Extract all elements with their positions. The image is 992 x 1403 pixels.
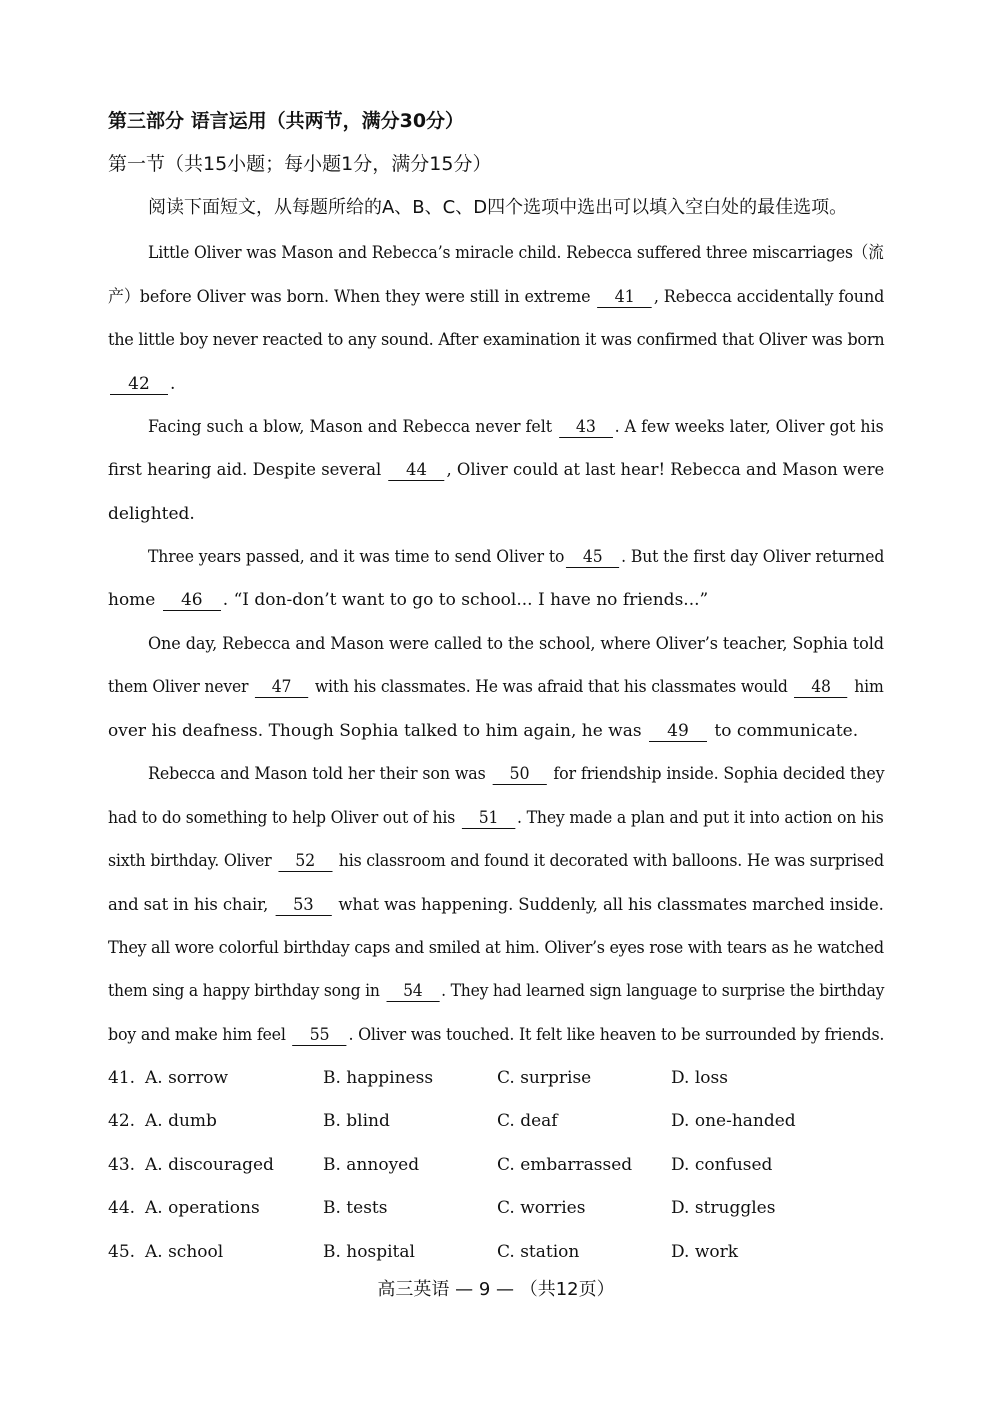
passage-text: and sat in his chair, bbox=[108, 895, 269, 915]
blank-50: 50 bbox=[492, 764, 546, 785]
passage-line bbox=[108, 675, 884, 699]
question-43-options bbox=[108, 1153, 808, 1177]
passage-text: . They made a plan and put it into action on his bbox=[517, 808, 884, 828]
passage-text: Rebecca and Mason told her their son was bbox=[148, 764, 486, 784]
passage-line bbox=[108, 458, 884, 482]
blank-49: 49 bbox=[649, 721, 707, 742]
option-c[interactable]: C. surprise bbox=[497, 1068, 592, 1088]
blank-46: 46 bbox=[163, 590, 221, 611]
question-number: 42. bbox=[108, 1111, 136, 1131]
passage-text: them sing a happy birthday song in bbox=[108, 981, 380, 1001]
passage-text: him bbox=[854, 677, 884, 697]
passage-line bbox=[148, 632, 884, 656]
passage-line bbox=[108, 502, 195, 526]
passage-line bbox=[108, 588, 708, 612]
passage-line bbox=[108, 285, 884, 309]
passage-text: his classroom and found it decorated with balloons. He was surprised bbox=[338, 851, 884, 871]
passage-text: One day, Rebecca and Mason were called to the school, where Oliver’s teacher, Sophia told bbox=[148, 634, 884, 654]
passage-line bbox=[148, 415, 884, 439]
passage-line bbox=[108, 1023, 884, 1047]
passage-line bbox=[108, 719, 858, 743]
option-d[interactable]: D. struggles bbox=[671, 1198, 776, 1218]
passage-line bbox=[108, 372, 175, 396]
question-44-options bbox=[108, 1196, 808, 1220]
option-b[interactable]: B. annoyed bbox=[323, 1155, 420, 1175]
passage-text: . They had learned sign language to surprise the birthday bbox=[441, 981, 885, 1001]
passage-line bbox=[108, 979, 884, 1003]
option-a[interactable]: A. dumb bbox=[145, 1111, 217, 1131]
passage-text: . bbox=[170, 374, 176, 394]
passage-text: Facing such a blow, Mason and Rebecca never felt bbox=[148, 417, 553, 437]
instruction-text: 阅读下面短文，从每题所给的A、B、C、D四个选项中选出可以填入空白处的最佳选项。 bbox=[148, 197, 848, 218]
option-b[interactable]: B. blind bbox=[323, 1111, 390, 1131]
blank-51: 51 bbox=[462, 808, 515, 829]
question-42-options bbox=[108, 1109, 808, 1133]
blank-52: 52 bbox=[278, 851, 332, 872]
passage-line bbox=[148, 545, 884, 569]
passage-line bbox=[108, 806, 884, 830]
passage-text: 产）before Oliver was born. When they were still in extreme bbox=[108, 287, 591, 307]
passage-text: sixth birthday. Oliver bbox=[108, 851, 272, 871]
question-number: 43. bbox=[108, 1155, 136, 1175]
passage-text: with his classmates. He was afraid that his classmates would bbox=[314, 677, 788, 697]
passage-line bbox=[148, 762, 884, 786]
passage-text: what was happening. Suddenly, all his classmates marched inside. bbox=[338, 895, 884, 915]
passage-line bbox=[108, 936, 884, 960]
passage-text: Three years passed, and it was time to send Oliver to bbox=[148, 547, 565, 567]
passage-text: home bbox=[108, 590, 156, 610]
blank-48: 48 bbox=[794, 677, 847, 698]
passage-line bbox=[108, 328, 884, 352]
question-41-options bbox=[108, 1066, 808, 1090]
passage-text: , Rebecca accidentally found bbox=[653, 287, 885, 307]
option-d[interactable]: D. confused bbox=[671, 1155, 773, 1175]
option-c[interactable]: C. embarrassed bbox=[497, 1155, 633, 1175]
option-a[interactable]: A. discouraged bbox=[145, 1155, 274, 1175]
blank-41: 41 bbox=[597, 287, 652, 308]
passage-text: Little Oliver was Mason and Rebecca’s miracle child. Rebecca suffered three miscarriages（流 bbox=[148, 243, 884, 263]
section-subtitle: 第一节（共15小题；每小题1分，满分15分） bbox=[108, 153, 492, 175]
passage-text: boy and make him feel bbox=[108, 1025, 286, 1045]
option-a[interactable]: A. operations bbox=[145, 1198, 260, 1218]
blank-43: 43 bbox=[559, 417, 613, 438]
option-c[interactable]: C. station bbox=[497, 1242, 580, 1262]
passage-text: . A few weeks later, Oliver got his bbox=[614, 417, 884, 437]
passage-text: , Oliver could at last hear! Rebecca and Mason were bbox=[446, 460, 885, 480]
passage-text: delighted. bbox=[108, 504, 195, 524]
passage-text: They all wore colorful birthday caps and smiled at him. Oliver’s eyes rose with tears as he watched bbox=[108, 938, 884, 958]
blank-55: 55 bbox=[292, 1025, 346, 1046]
passage-line bbox=[148, 241, 884, 265]
option-b[interactable]: B. hospital bbox=[323, 1242, 415, 1262]
option-a[interactable]: A. sorrow bbox=[145, 1068, 229, 1088]
question-number: 45. bbox=[108, 1242, 136, 1262]
passage-text: . But the first day Oliver returned bbox=[621, 547, 885, 567]
option-b[interactable]: B. tests bbox=[323, 1198, 388, 1218]
option-d[interactable]: D. loss bbox=[671, 1068, 728, 1088]
passage-text: . “I don-don’t want to go to school... I have no friends...” bbox=[222, 590, 709, 610]
blank-45: 45 bbox=[566, 547, 619, 568]
option-d[interactable]: D. work bbox=[671, 1242, 739, 1262]
blank-42: 42 bbox=[110, 374, 168, 395]
blank-54: 54 bbox=[386, 981, 439, 1002]
option-c[interactable]: C. deaf bbox=[497, 1111, 558, 1131]
passage-text: to communicate. bbox=[714, 721, 859, 741]
passage-text: the little boy never reacted to any sound. After examination it was confirmed that Oliver was born bbox=[108, 330, 885, 350]
passage-text: over his deafness. Though Sophia talked to him again, he was bbox=[108, 721, 642, 741]
passage-text: had to do something to help Oliver out of his bbox=[108, 808, 456, 828]
passage-text: for friendship inside. Sophia decided they bbox=[553, 764, 885, 784]
option-d[interactable]: D. one-handed bbox=[671, 1111, 796, 1131]
passage-text: . Oliver was touched. It felt like heaven to be surrounded by friends. bbox=[348, 1025, 885, 1045]
blank-47: 47 bbox=[255, 677, 308, 698]
question-45-options bbox=[108, 1240, 808, 1264]
blank-53: 53 bbox=[275, 895, 331, 916]
option-c[interactable]: C. worries bbox=[497, 1198, 586, 1218]
passage-text: them Oliver never bbox=[108, 677, 249, 697]
question-number: 44. bbox=[108, 1198, 136, 1218]
passage-line bbox=[108, 849, 884, 873]
option-b[interactable]: B. happiness bbox=[323, 1068, 434, 1088]
question-number: 41. bbox=[108, 1068, 136, 1088]
blank-44: 44 bbox=[388, 460, 444, 481]
part-title: 第三部分 语言运用（共两节，满分30分） bbox=[108, 110, 465, 132]
page-footer: 高三英语 — 9 — （共12页） bbox=[377, 1279, 615, 1300]
option-a[interactable]: A. school bbox=[145, 1242, 224, 1262]
passage-line bbox=[108, 893, 884, 917]
passage-text: first hearing aid. Despite several bbox=[108, 460, 382, 480]
